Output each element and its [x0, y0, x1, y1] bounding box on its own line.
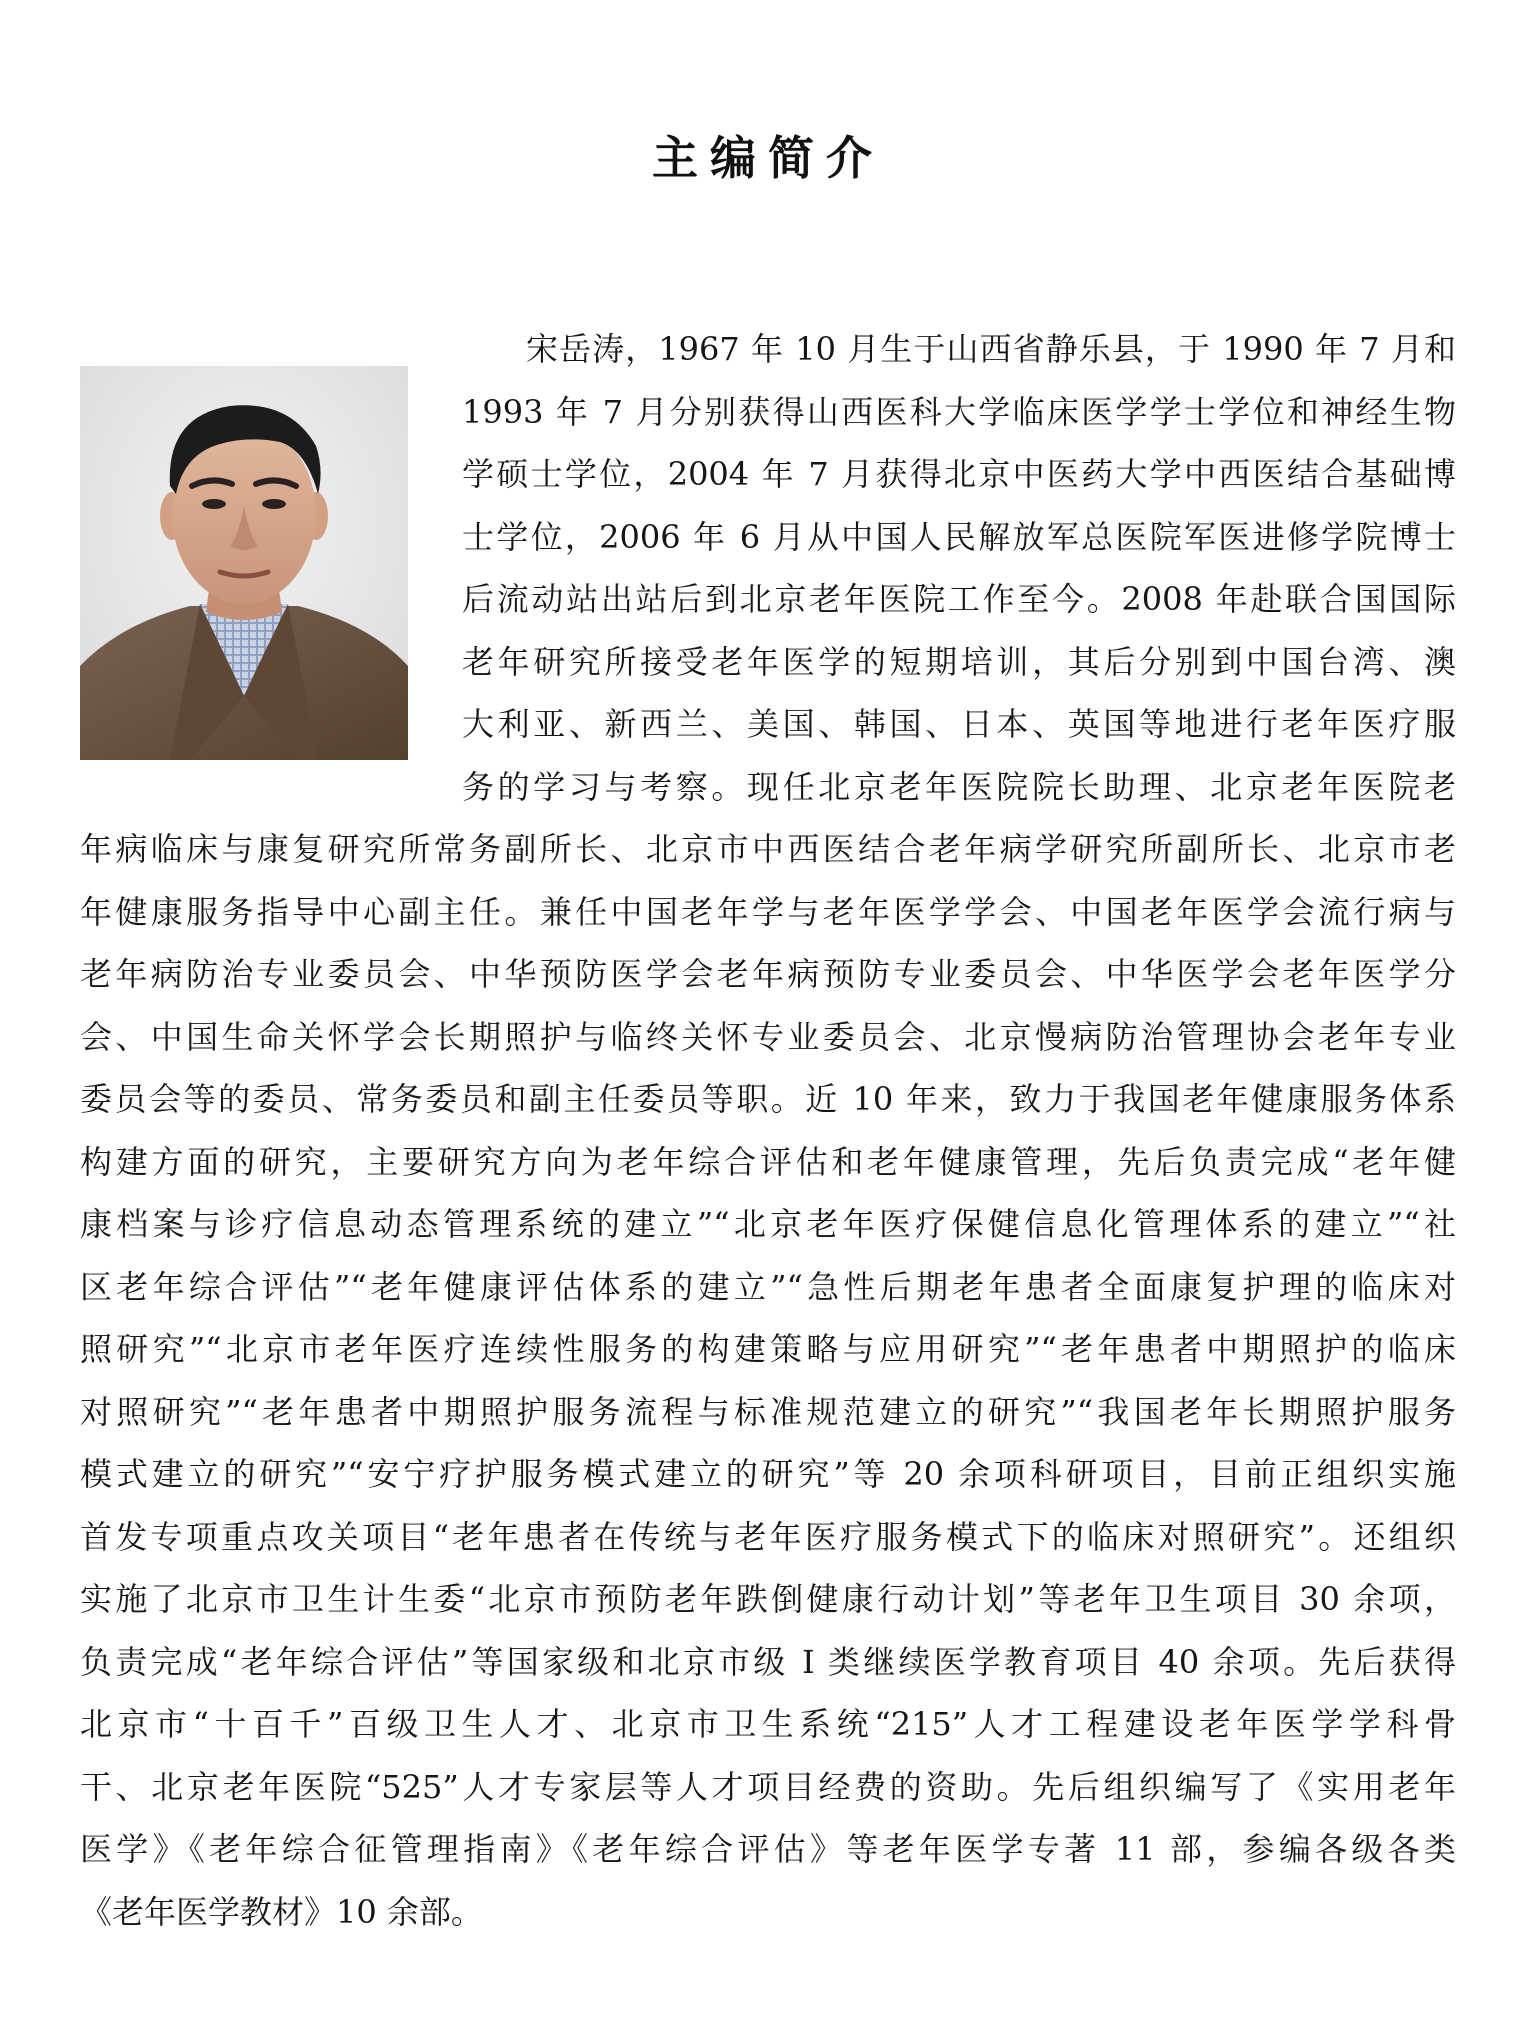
page-title: 主编简介: [652, 131, 884, 185]
bio-line: 年病临床与康复研究所常务副所长、北京市中西医结合老年病学研究所副所长、北京市老: [80, 830, 1456, 868]
bio-line: 学硕士学位，2004 年 7 月获得北京中医药大学中西医结合基础博: [462, 455, 1456, 493]
bio-line: 1993 年 7 月分别获得山西医科大学临床医学学士学位和神经生物: [462, 392, 1456, 431]
bio-line: 构建方面的研究，主要研究方向为老年综合评估和老年健康管理，先后负责完成“老年健: [80, 1142, 1456, 1181]
bio-line: 务的学习与考察。现任北京老年医院院长助理、北京老年医院老: [462, 767, 1456, 806]
bio-line: 医学》《老年综合征管理指南》《老年综合评估》等老年医学专著 11 部，参编各级各类: [80, 1830, 1456, 1868]
bio-line: 《老年医学教材》10 余部。: [80, 1892, 483, 1931]
bio-line: 老年研究所接受老年医学的短期培训，其后分别到中国台湾、澳: [462, 642, 1456, 681]
bio-line: 对照研究”“老年患者中期照护服务流程与标准规范建立的研究”“我国老年长期照护服务: [80, 1392, 1456, 1431]
bio-line: 负责完成“老年综合评估”等国家级和北京市级 I 类继续医学教育项目 40 余项。先后获得: [80, 1642, 1456, 1681]
bio-line: 委员会等的委员、常务委员和副主任委员等职。近 10 年来，致力于我国老年健康服务体系: [80, 1080, 1456, 1118]
bio-line: 大利亚、新西兰、美国、韩国、日本、英国等地进行老年医疗服: [462, 705, 1456, 743]
editor-biography: [80, 318, 1456, 1943]
bio-line: 模式建立的研究”“安宁疗护服务模式建立的研究”等 20 余项科研项目，目前正组织实施: [80, 1455, 1456, 1493]
bio-line: 实施了北京市卫生计生委“北京市预防老年跌倒健康行动计划”等老年卫生项目 30 余项，: [80, 1580, 1456, 1618]
bio-line: 宋岳涛，1967 年 10 月生于山西省静乐县，于 1990 年 7 月和: [526, 330, 1456, 368]
bio-line: 首发专项重点攻关项目“老年患者在传统与老年医疗服务模式下的临床对照研究”。还组织: [80, 1517, 1456, 1556]
bio-line: 老年病防治专业委员会、中华预防医学会老年病预防专业委员会、中华医学会老年医学分: [80, 955, 1456, 993]
bio-line: 年健康服务指导中心副主任。兼任中国老年学与老年医学学会、中国老年医学会流行病与: [80, 892, 1456, 931]
bio-line: 后流动站出站后到北京老年医院工作至今。2008 年赴联合国国际: [462, 580, 1456, 618]
bio-line: 干、北京老年医院“525”人才专家层等人才项目经费的资助。先后组织编写了《实用老年: [80, 1767, 1456, 1806]
bio-line: 会、中国生命关怀学会长期照护与临终关怀专业委员会、北京慢病防治管理协会老年专业: [80, 1017, 1456, 1056]
bio-line: 康档案与诊疗信息动态管理系统的建立”“北京老年医疗保健信息化管理体系的建立”“社: [80, 1205, 1456, 1243]
bio-line: 区老年综合评估”“老年健康评估体系的建立”“急性后期老年患者全面康复护理的临床对: [80, 1267, 1456, 1306]
bio-line: 照研究”“北京市老年医疗连续性服务的构建策略与应用研究”“老年患者中期照护的临床: [80, 1330, 1456, 1368]
bio-line: 北京市“十百千”百级卫生人才、北京市卫生系统“215”人才工程建设老年医学学科骨: [80, 1705, 1456, 1743]
bio-line: 士学位，2006 年 6 月从中国人民解放军总医院军医进修学院博士: [462, 517, 1456, 556]
